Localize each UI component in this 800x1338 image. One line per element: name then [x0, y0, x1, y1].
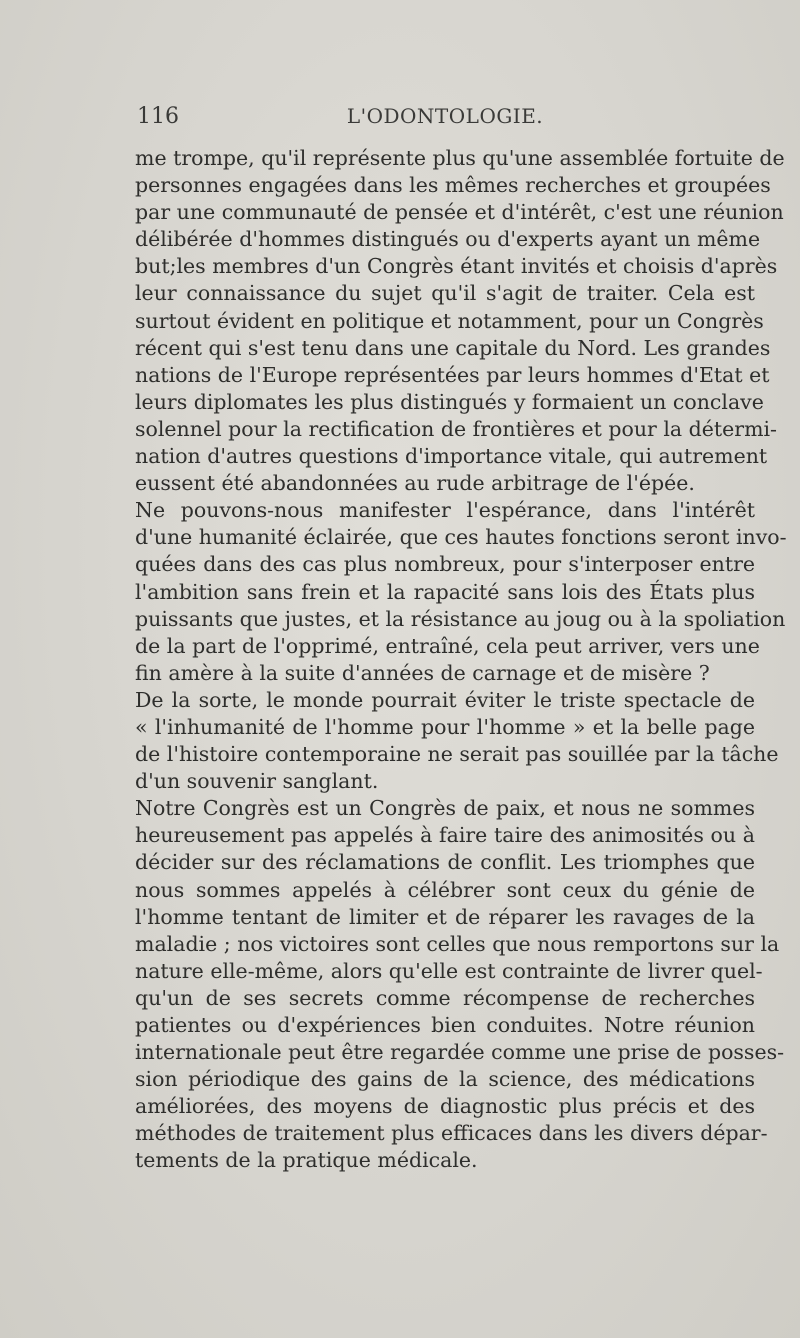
text-line: fin amère à la suite d'années de carnage et de misère ? [135, 660, 710, 685]
text-line: d'un souvenir sanglant. [135, 769, 379, 794]
text-line: récent qui s'est tenu dans une capitale du Nord. Les grandes [135, 335, 771, 360]
text-line: qu'un de ses secrets comme récompense de recherches [135, 985, 755, 1010]
text-line: leur connaissance du sujet qu'il s'agit de traiter. Cela est [135, 281, 755, 306]
text-line: nature elle-même, alors qu'elle est contrainte de livrer quel- [135, 958, 763, 983]
text-line: décider sur des réclamations de conflit. Les triomphes que [135, 850, 755, 875]
text-line: but;les membres d'un Congrès étant invités et choisis d'après [135, 254, 778, 279]
text-line: Notre Congrès est un Congrès de paix, et nous ne sommes [135, 796, 755, 821]
text-line: par une communauté de pensée et d'intérêt, c'est une réunion [135, 200, 784, 225]
text-line: Ne pouvons-nous manifester l'espérance, dans l'intérêt [135, 498, 755, 523]
text-line: nations de l'Europe représentées par leurs hommes d'Etat et [135, 362, 770, 387]
text-line: patientes ou d'expériences bien conduites. Notre réunion [135, 1013, 755, 1037]
text-line: l'homme tentant de limiter et de réparer les ravages de la [135, 904, 755, 929]
text-line: améliorées, des moyens de diagnostic plus précis et des [135, 1094, 755, 1119]
text-line: tements de la pratique médicale. [135, 1148, 478, 1173]
text-line: solennel pour la rectification de frontières et pour la détermi- [135, 416, 777, 441]
text-line: délibérée d'hommes distingués ou d'experts ayant un même [135, 227, 761, 252]
text-line: l'ambition sans frein et la rapacité sans lois des États plus [135, 579, 755, 604]
text-line: quées dans des cas plus nombreux, pour s'interposer entre [135, 552, 755, 577]
text-line: puissants que justes, et la résistance au joug ou à la spoliation [135, 606, 786, 631]
text-line: De la sorte, le monde pourrait éviter le triste spectacle de [135, 687, 755, 712]
text-line: d'une humanité éclairée, que ces hautes fonctions seront invo- [135, 525, 787, 550]
page-number: 116 [137, 104, 179, 129]
text-line: surtout évident en politique et notamment, pour un Congrès [135, 308, 764, 333]
text-line: internationale peut être regardée comme une prise de posses- [135, 1040, 785, 1065]
text-line: de l'histoire contemporaine ne serait pas souillée par la tâche [135, 742, 779, 767]
text-line: de la part de l'opprimé, entraîné, cela peut arriver, vers une [135, 633, 760, 658]
text-line: méthodes de traitement plus efficaces dans les divers dépar- [135, 1121, 768, 1146]
text-line: maladie ; nos victoires sont celles que nous remportons sur la [135, 931, 780, 956]
text-line: me trompe, qu'il représente plus qu'une assemblée fortuite de [135, 146, 785, 170]
journal-title: L'ODONTOLOGIE. [346, 104, 544, 128]
text-line: heureusement pas appelés à faire taire des animosités ou à [135, 823, 755, 848]
text-line: leurs diplomates les plus distingués y formaient un conclave [135, 389, 764, 414]
text-line: nous sommes appelés à célébrer sont ceux du génie de [135, 877, 755, 902]
running-head [135, 104, 755, 134]
body-text [135, 145, 787, 1175]
text-line: « l'inhumanité de l'homme pour l'homme » et la belle page [135, 714, 755, 739]
text-line: personnes engagées dans les mêmes recherches et groupées [135, 173, 771, 198]
text-line: sion périodique des gains de la science, des médications [135, 1067, 755, 1092]
text-line: eussent été abandonnées au rude arbitrage de l'épée. [135, 471, 695, 496]
text-line: nation d'autres questions d'importance vitale, qui autrement [135, 444, 768, 469]
